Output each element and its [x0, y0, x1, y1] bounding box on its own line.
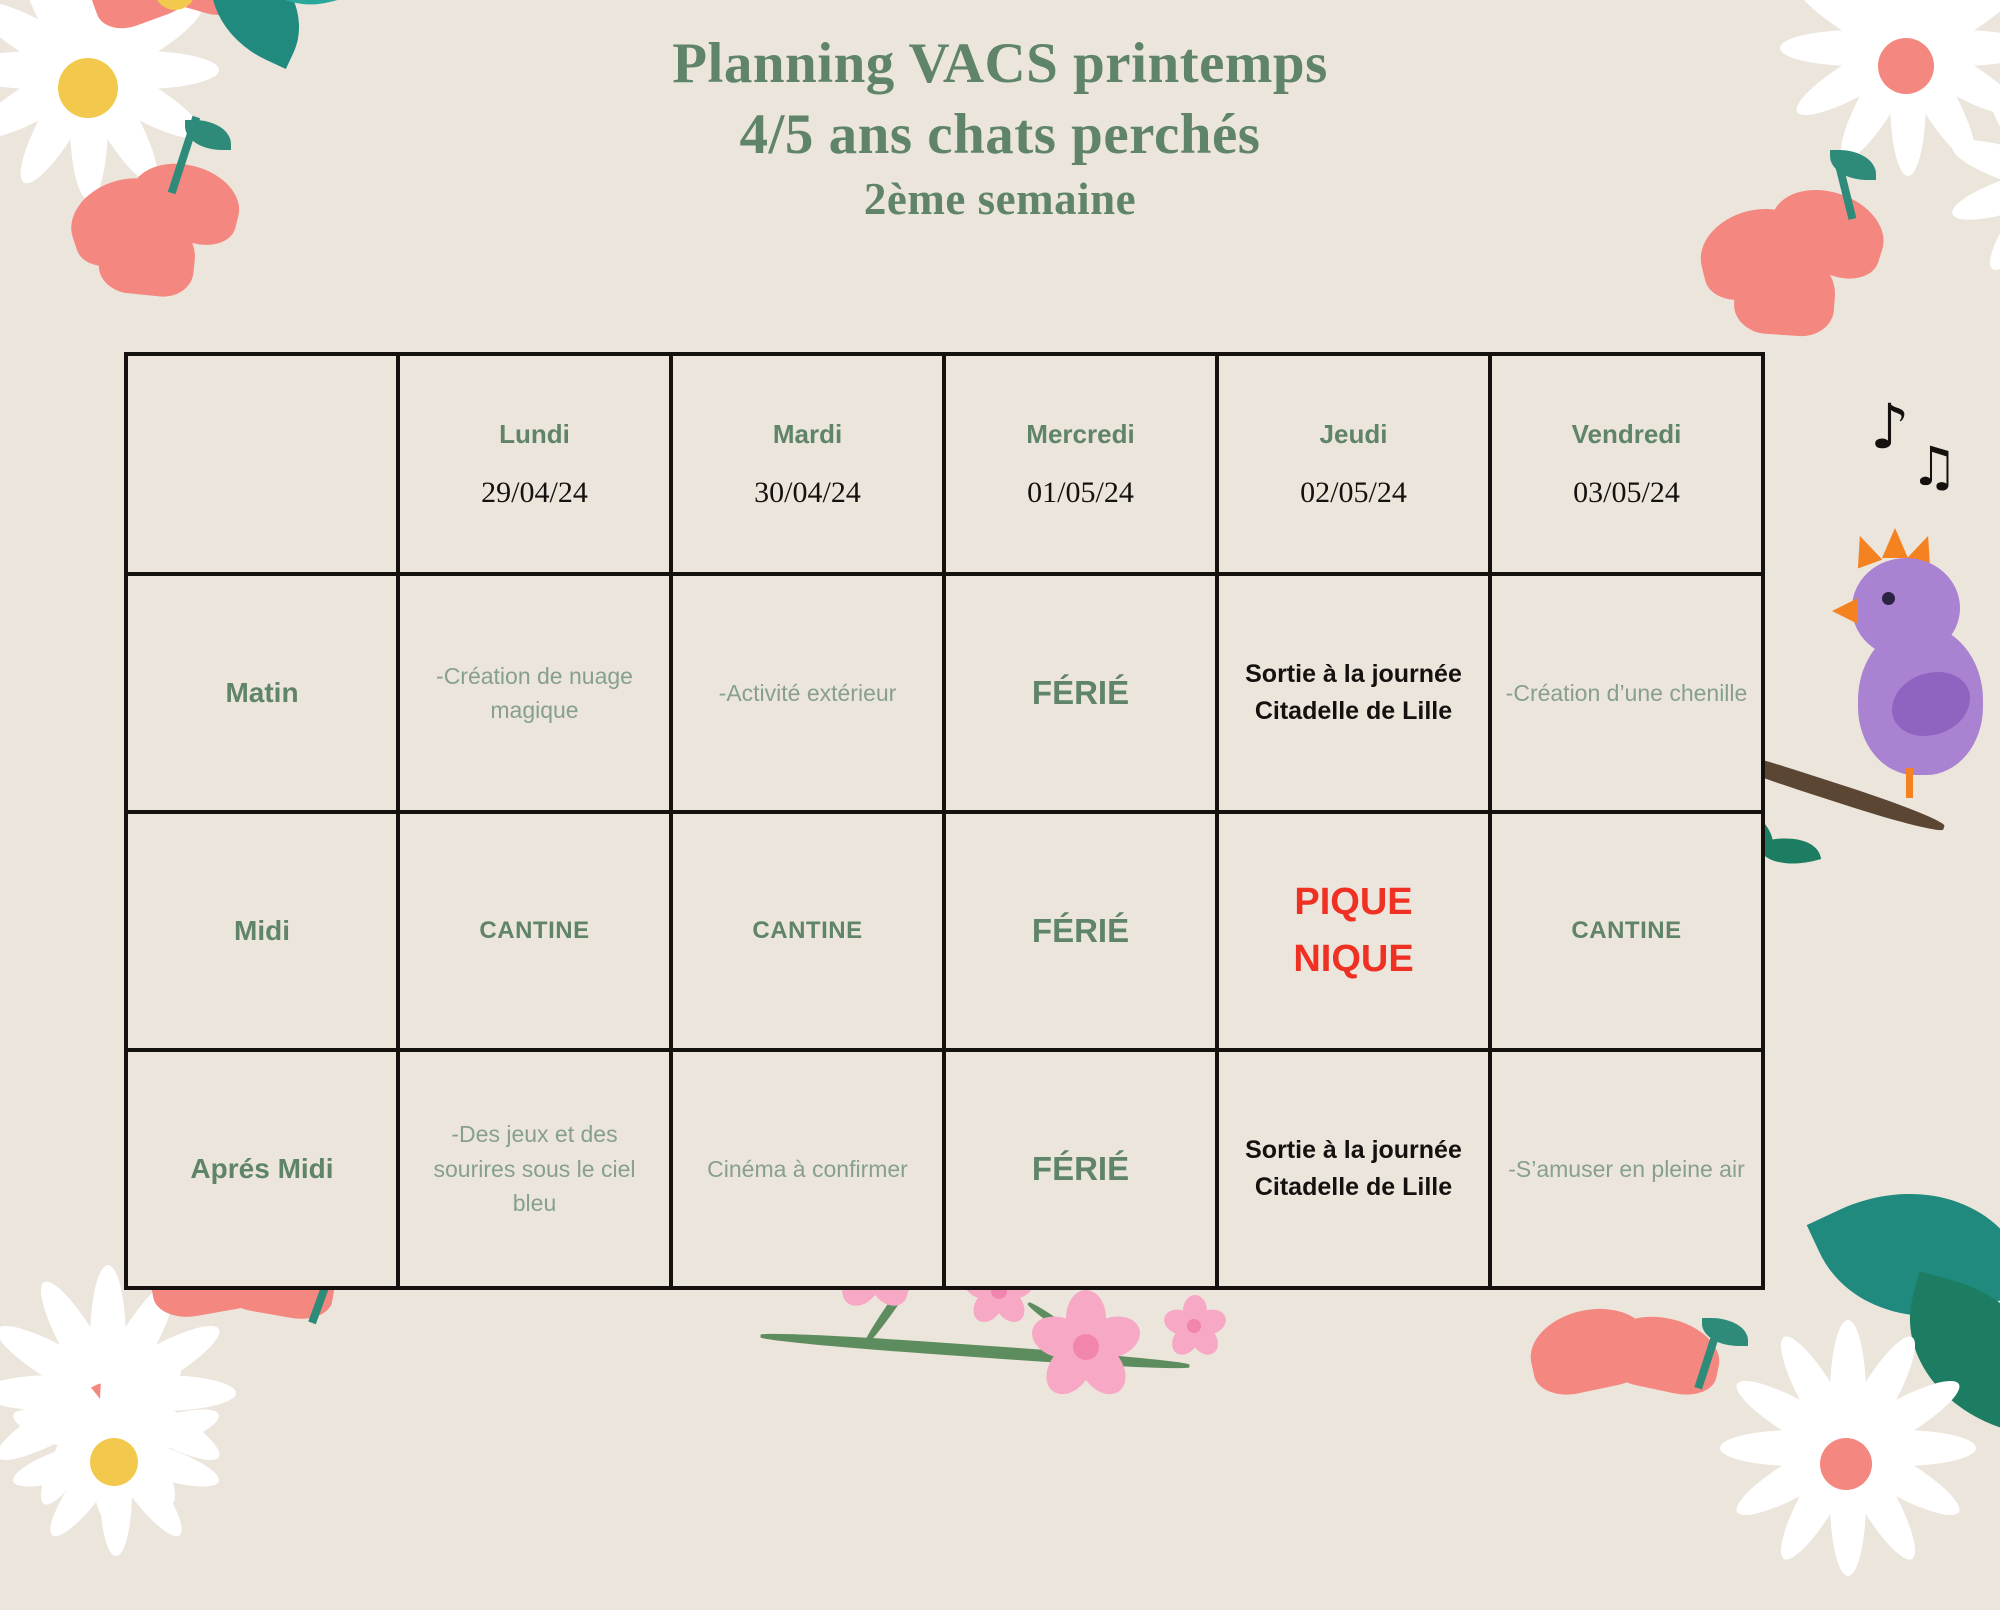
cell-text: Sortie à la journée Citadelle de Lille	[1245, 659, 1462, 725]
day-name: Mercredi	[1026, 418, 1135, 449]
day-name: Lundi	[499, 418, 570, 449]
daisy-bottom-left	[0, 1255, 260, 1555]
day-header-jeudi	[1217, 354, 1490, 574]
table-header-row	[126, 354, 1763, 574]
cell-matin-vendredi	[1490, 574, 1763, 812]
cell-midi-mercredi	[944, 812, 1217, 1050]
bird-eye	[1882, 592, 1895, 605]
cell-midi-jeudi	[1217, 812, 1490, 1050]
row-label-matin: Matin	[126, 574, 398, 812]
planning-table	[124, 352, 1765, 1290]
leaf-bottom-right-2	[1886, 1272, 2000, 1439]
cell-text: CANTINE	[752, 917, 863, 944]
row-label-midi: Midi	[126, 812, 398, 1050]
day-date: 30/04/24	[754, 475, 861, 509]
cell-text: FÉRIÉ	[1031, 674, 1130, 712]
music-note-icon-2: ♫	[1910, 435, 1959, 498]
branch-3	[1026, 1300, 1104, 1358]
table-corner-cell	[126, 354, 398, 574]
bird-body	[1858, 625, 1983, 775]
day-header-mercredi	[944, 354, 1217, 574]
cell-text: FÉRIÉ	[1031, 1150, 1130, 1188]
cell-text: Sortie à la journée Citadelle de Lille	[1245, 1135, 1462, 1201]
cell-matin-mardi	[671, 574, 944, 812]
cell-apresmidi-lundi	[398, 1050, 671, 1288]
day-name: Vendredi	[1571, 418, 1682, 449]
day-name: Jeudi	[1319, 418, 1388, 449]
table-row-apres-midi	[126, 1050, 1763, 1288]
cell-text: -Création de nuage magique	[436, 662, 633, 723]
branch-leaf-2	[1757, 828, 1821, 874]
bird-crown-3	[1906, 531, 1941, 568]
leaf-bottom-right	[1807, 1149, 2000, 1361]
title-line-1: Planning VACS printemps	[672, 32, 1328, 95]
row-label-apres-midi: Aprés Midi	[126, 1050, 398, 1288]
cell-text: CANTINE	[1571, 917, 1682, 944]
cell-midi-mardi	[671, 812, 944, 1050]
daisy-bottom-center-left	[0, 1330, 250, 1590]
leaf	[1702, 1318, 1748, 1346]
cell-text: -Activité extérieur	[718, 679, 897, 706]
cell-text: Cinéma à confirmer	[707, 1155, 908, 1182]
cell-text: -Création d’une chenille	[1505, 679, 1748, 706]
daisy-bottom-right	[1700, 1310, 2000, 1610]
bird-head	[1852, 558, 1960, 658]
day-header-lundi	[398, 354, 671, 574]
stem	[1694, 1320, 1723, 1389]
pink-flower-bottom-right	[1530, 1290, 1750, 1460]
cell-text: -S’amuser en pleine air	[1508, 1155, 1745, 1182]
blossom-4	[1160, 1295, 1230, 1365]
bird-illustration	[1810, 380, 2000, 800]
cell-text: FÉRIÉ	[1031, 912, 1130, 950]
music-note-icon: ♪	[1870, 390, 1910, 463]
cell-text: -Des jeux et des sourires sous le ciel bleu	[433, 1121, 636, 1217]
cell-matin-lundi	[398, 574, 671, 812]
day-header-vendredi	[1490, 354, 1763, 574]
day-date: 02/05/24	[1300, 475, 1407, 509]
bird-crown	[1848, 531, 1883, 568]
title-line-3: 2ème semaine	[863, 173, 1137, 224]
day-date: 03/05/24	[1573, 475, 1680, 509]
title-line-2: 4/5 ans chats perchés	[739, 103, 1261, 167]
day-header-mardi	[671, 354, 944, 574]
cell-matin-mercredi	[944, 574, 1217, 812]
bird-beak	[1832, 598, 1858, 624]
table-row-midi	[126, 812, 1763, 1050]
cell-apresmidi-jeudi	[1217, 1050, 1490, 1288]
blossom-3	[1020, 1290, 1150, 1420]
branch	[760, 1330, 1190, 1372]
cell-matin-jeudi	[1217, 574, 1490, 812]
cell-apresmidi-mardi	[671, 1050, 944, 1288]
table-row-matin	[126, 574, 1763, 812]
day-date: 01/05/24	[1027, 475, 1134, 509]
day-name: Mardi	[772, 418, 843, 449]
page-title	[0, 28, 2000, 227]
cell-midi-lundi	[398, 812, 671, 1050]
bird-crown-2	[1882, 528, 1908, 558]
cell-apresmidi-vendredi	[1490, 1050, 1763, 1288]
bird-wing	[1892, 672, 1970, 736]
bird-leg	[1906, 768, 1913, 798]
cell-apresmidi-mercredi	[944, 1050, 1217, 1288]
cell-text: PIQUE NIQUE	[1293, 881, 1414, 980]
cell-midi-vendredi	[1490, 812, 1763, 1050]
cell-text: CANTINE	[479, 917, 590, 944]
day-date: 29/04/24	[481, 475, 588, 509]
leaf-top-left-2	[241, 0, 349, 20]
